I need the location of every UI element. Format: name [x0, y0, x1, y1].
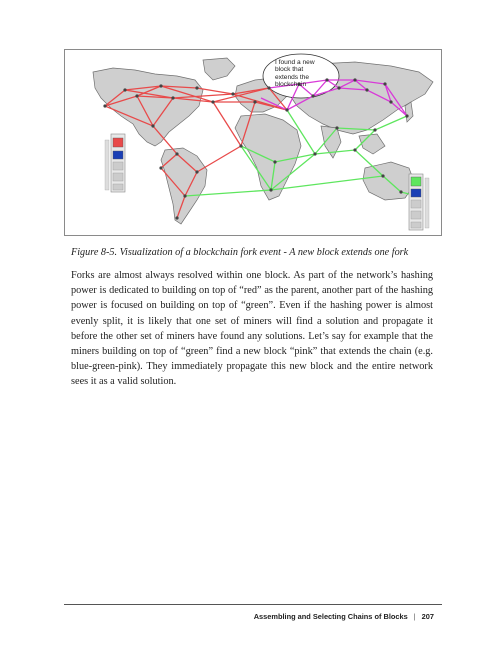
bubble-line-1: I found a new	[275, 59, 315, 66]
bubble-line-2: block that	[275, 66, 304, 74]
bubble-line-4: blockchain	[275, 80, 307, 88]
blockchain-stack-left	[105, 134, 125, 192]
footer-chapter-title: Assembling and Selecting Chains of Blocks	[253, 612, 408, 621]
footer-rule	[64, 604, 442, 605]
speech-bubble-text	[275, 59, 355, 88]
figure-blockchain-fork-map	[64, 49, 442, 236]
world-map-graphic	[65, 50, 442, 236]
world-map-landmasses	[93, 58, 433, 224]
page-number: 207	[421, 612, 434, 621]
bubble-line-3: extends the	[275, 73, 310, 81]
page-footer	[254, 612, 434, 621]
figure-caption: Figure 8-5. Visualization of a blockchain fork event - A new block extends one fork	[71, 247, 409, 258]
body-paragraph: Forks are almost always resolved within one block. As part of the network’s hashing power is dedicated to building on top of “red” as the parent, another part of the hashing power is focused on building on top of “green”. Even if the hashing power is almost evenly split, it is likely that one set of miners will find a solution and propagate it before the other set of miners have found any solutions. Let’s say for example that the miners building on top of “green” find a new block “pink” that extends the chain (e.g. blue-green-pink). They immediately propagate this new block and the entire network sees it as a valid solution.	[71, 270, 433, 388]
blockchain-stack-right	[409, 174, 429, 230]
footer-separator: |	[413, 612, 416, 621]
